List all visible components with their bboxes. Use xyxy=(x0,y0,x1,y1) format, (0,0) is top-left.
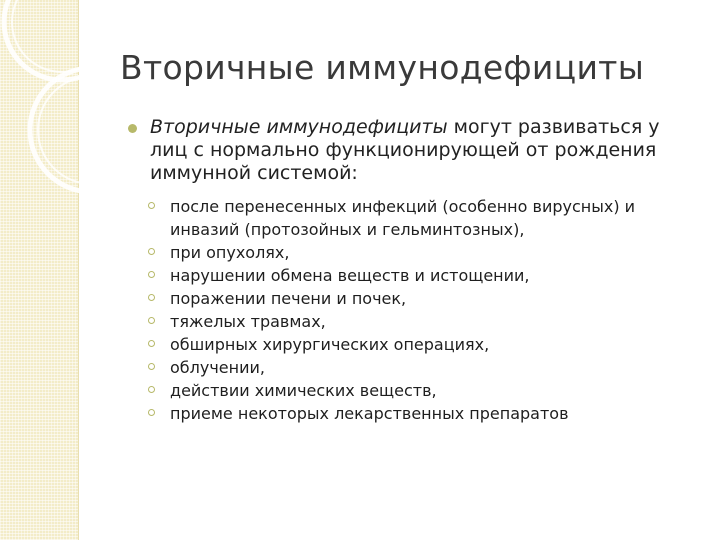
ring-bullet-icon xyxy=(148,386,155,393)
sub-list-item xyxy=(148,356,698,379)
ring-bullet-icon xyxy=(148,248,155,255)
main-bullet-text xyxy=(150,116,660,184)
ring-bullet-icon xyxy=(148,202,155,209)
ring-bullet-icon xyxy=(148,271,155,278)
sub-list-item-text: после перенесенных инфекций (особенно вирусных) и инвазий (протозойных и гельминтозных), xyxy=(170,197,636,239)
sub-list-item xyxy=(148,195,698,241)
filled-circle-bullet-icon xyxy=(128,124,137,133)
ring-bullet-icon xyxy=(148,409,155,416)
sub-list-item xyxy=(148,287,698,310)
sub-list-item-text: приеме некоторых лекарственных препаратов xyxy=(170,404,569,423)
main-bullet-emphasis: Вторичные иммунодефициты xyxy=(150,116,448,138)
ring-bullet-icon xyxy=(148,363,155,370)
ring-bullet-icon xyxy=(148,340,155,347)
decorative-circles xyxy=(0,0,140,220)
sub-bullet-list xyxy=(148,195,698,425)
main-bullet-list xyxy=(128,116,698,425)
sub-list-item xyxy=(148,310,698,333)
slide-title: Вторичные иммунодефициты xyxy=(120,48,645,87)
sub-list-item xyxy=(148,264,698,287)
ring-bullet-icon xyxy=(148,294,155,301)
sub-list-item-text: при опухолях, xyxy=(170,243,290,262)
sub-list-item xyxy=(148,241,698,264)
sub-list-item-text: облучении, xyxy=(170,358,265,377)
sub-list-item-text: действии химических веществ, xyxy=(170,381,437,400)
sub-list-item-text: тяжелых травмах, xyxy=(170,312,326,331)
sub-list-item-text: обширных хирургических операциях, xyxy=(170,335,490,354)
sub-list-item xyxy=(148,333,698,356)
main-bullet-body: могут развиваться у лиц с нормально функционирующей от рождения иммунной системой: xyxy=(150,116,660,184)
sub-list-item-text: поражении печени и почек, xyxy=(170,289,407,308)
sub-list-item-text: нарушении обмена веществ и истощении, xyxy=(170,266,530,285)
sub-list-item xyxy=(148,379,698,402)
ring-bullet-icon xyxy=(148,317,155,324)
main-bullet-item xyxy=(128,116,698,425)
sub-list-item xyxy=(148,402,698,425)
